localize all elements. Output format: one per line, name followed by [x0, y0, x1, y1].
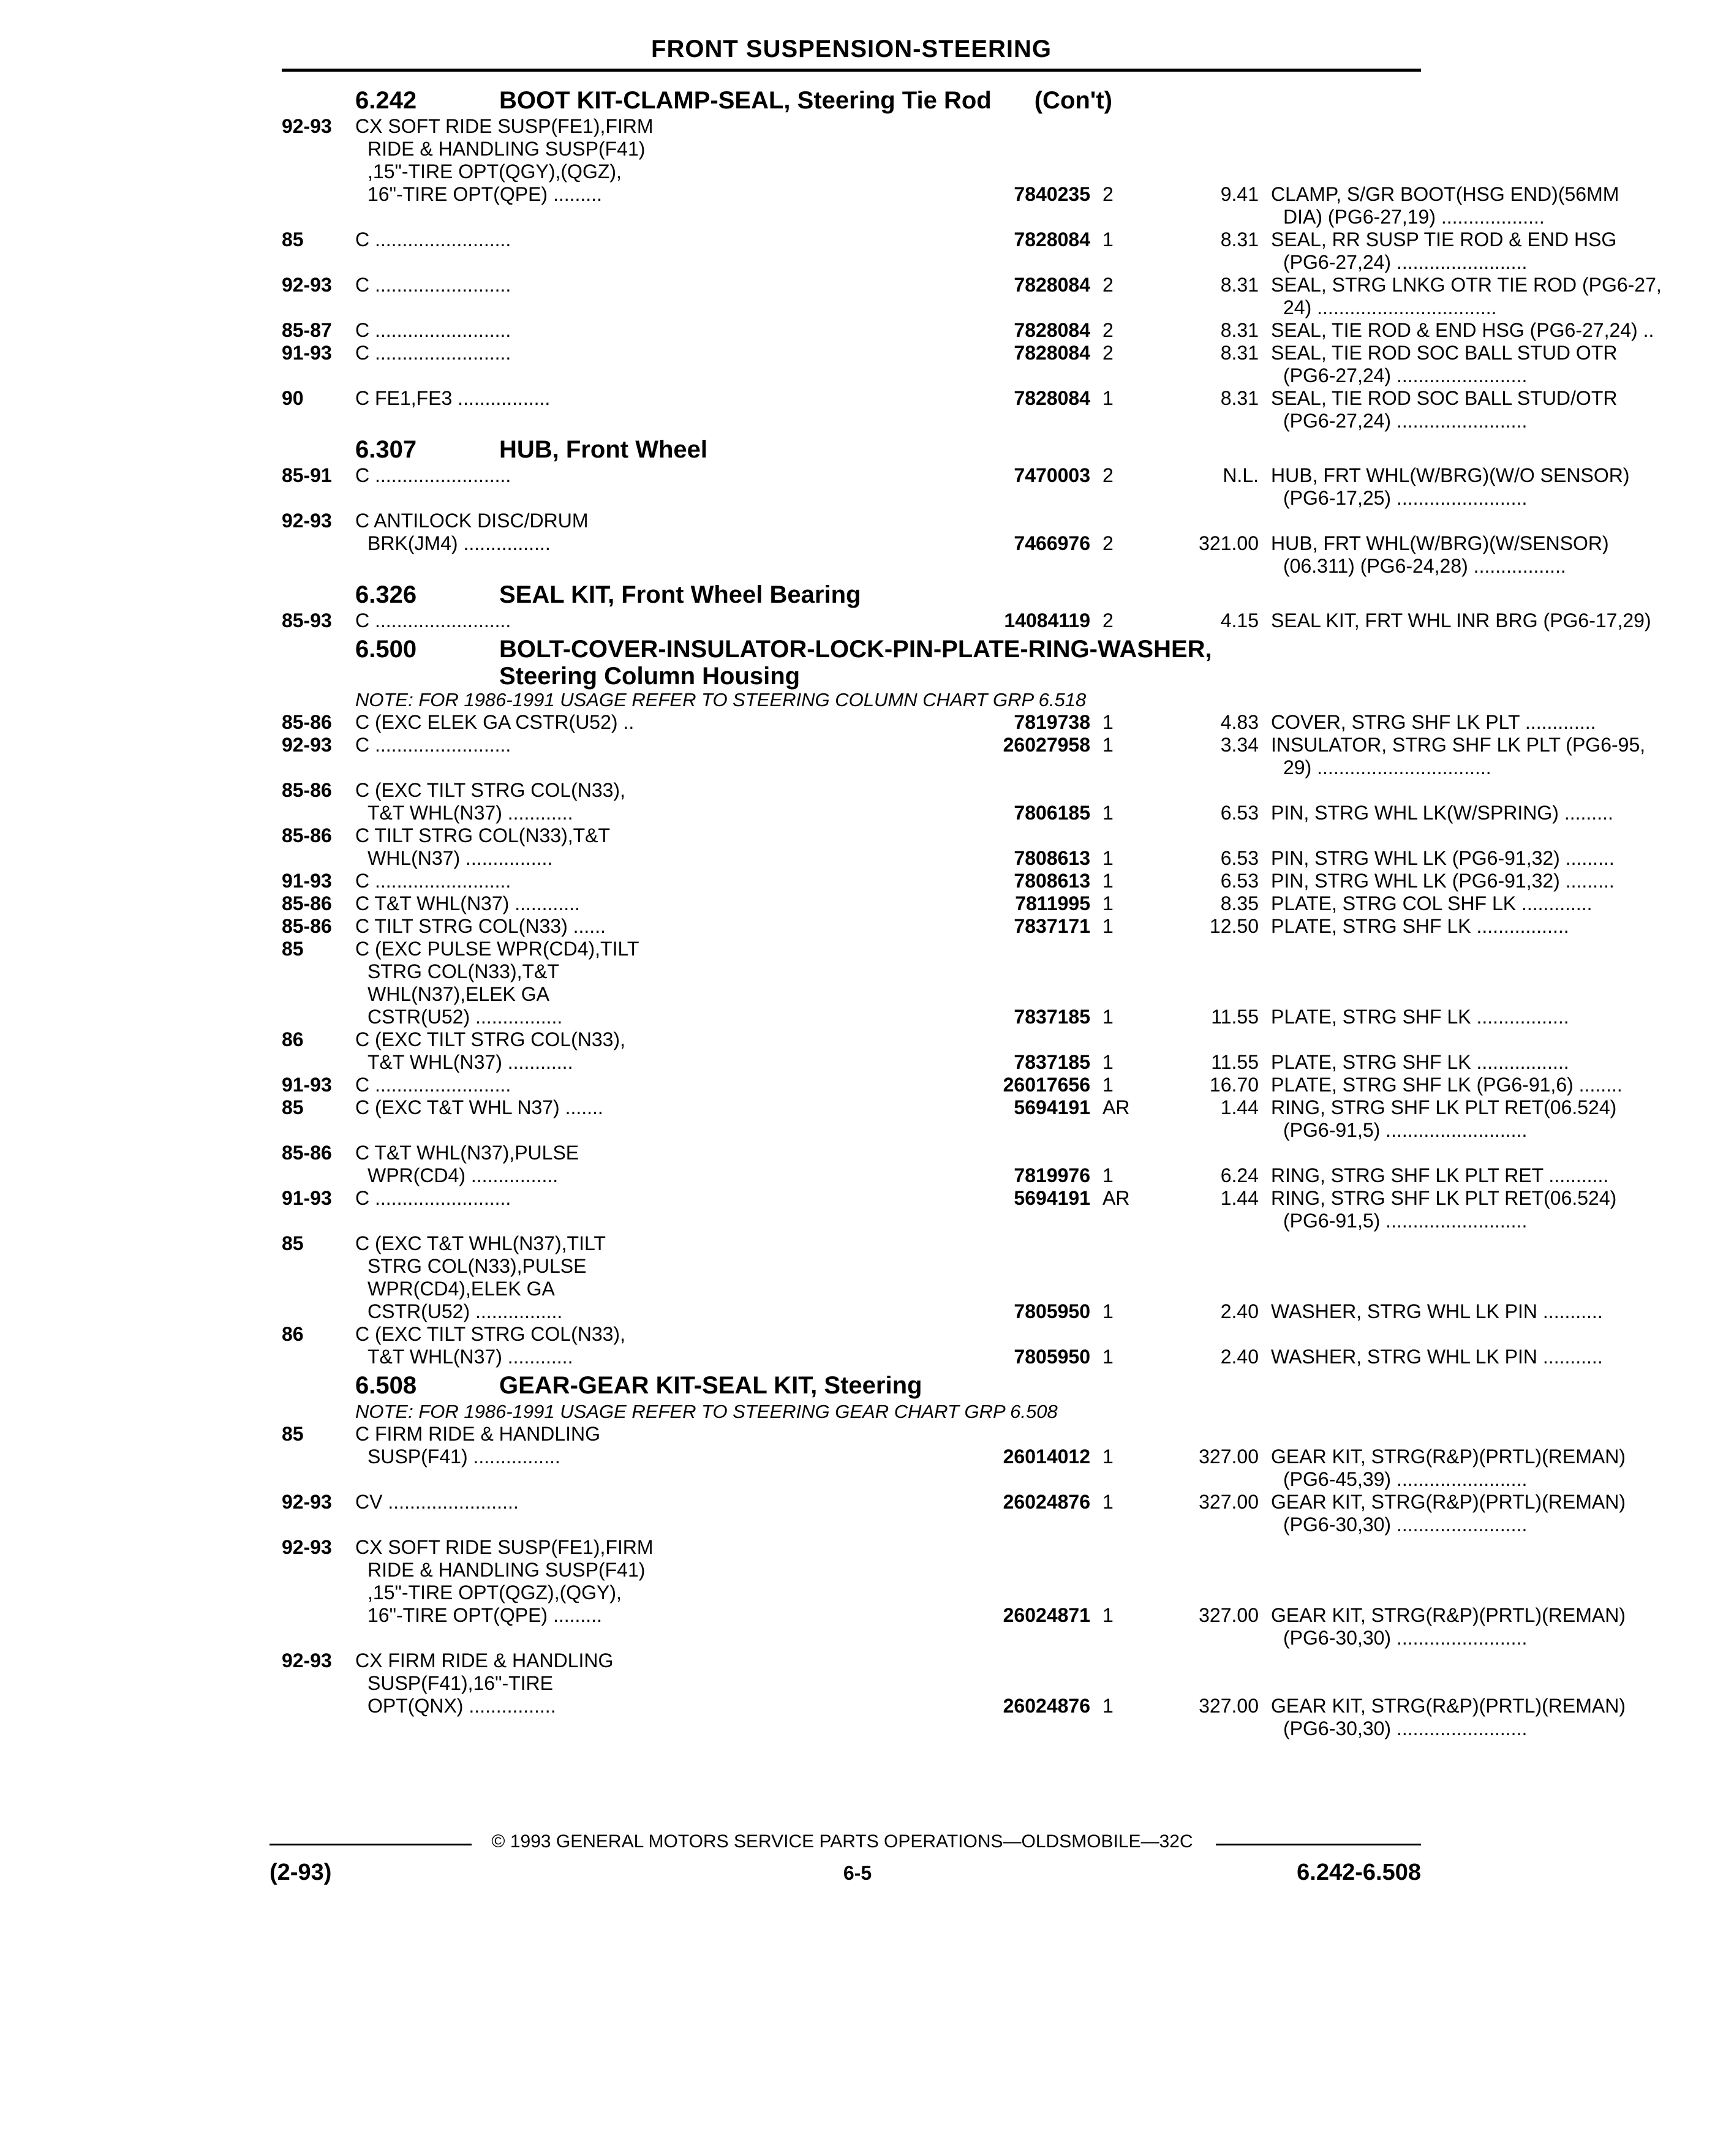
part-number: 26024876	[1003, 1695, 1090, 1717]
usage-description: C T&T WHL(N37) ............	[355, 892, 580, 914]
footer-page-number: 6-5	[843, 1862, 872, 1884]
quantity: 1	[1102, 802, 1114, 824]
footer-copyright: © 1993 GENERAL MOTORS SERVICE PARTS OPERATIONS—OLDSMOBILE—32C	[491, 1831, 1193, 1852]
part-number: 7828084	[1014, 319, 1090, 341]
model-years: 85	[282, 1096, 304, 1118]
table-row	[282, 138, 1421, 160]
usage-description: C (EXC PULSE WPR(CD4),TILT	[355, 938, 639, 960]
table-row	[282, 711, 1596, 734]
usage-description: CV ........................	[355, 1491, 519, 1513]
section-number: 6.508	[355, 1372, 417, 1399]
table-row	[282, 1323, 1421, 1346]
item-description: RING, STRG SHF LK PLT RET(06.524)	[1271, 1096, 1617, 1118]
part-number: 7811995	[1015, 892, 1090, 914]
part-number: 7828084	[1014, 228, 1090, 251]
model-years: 85	[282, 938, 304, 960]
table-row	[282, 160, 1421, 183]
quantity: 1	[1102, 1164, 1114, 1186]
quantity: 1	[1102, 1006, 1114, 1028]
price: 4.83	[1220, 711, 1259, 733]
table-row	[282, 609, 1651, 632]
item-description: (PG6-27,24) ........................	[1283, 364, 1528, 386]
table-row	[282, 824, 1421, 847]
table-row	[282, 487, 1528, 510]
usage-description: RIDE & HANDLING SUSP(F41)	[368, 138, 646, 160]
price: 1.44	[1220, 1187, 1259, 1209]
price: 8.31	[1220, 387, 1259, 409]
usage-description: 16"-TIRE OPT(QPE) .........	[368, 183, 602, 205]
item-description: 24) .................................	[1283, 296, 1497, 318]
section-title: GEAR-GEAR KIT-SEAL KIT, Steering	[499, 1372, 922, 1399]
table-row	[282, 1051, 1569, 1074]
section-number: 6.242	[355, 87, 417, 114]
usage-description: C .........................	[355, 274, 511, 296]
price: 8.31	[1220, 342, 1259, 364]
price: 9.41	[1220, 183, 1259, 205]
usage-description: T&T WHL(N37) ............	[368, 1051, 573, 1073]
usage-description: WPR(CD4),ELEK GA	[368, 1278, 555, 1300]
usage-description: C .........................	[355, 464, 511, 486]
price: 321.00	[1199, 532, 1259, 554]
table-row	[282, 532, 1609, 555]
table-row	[282, 1513, 1528, 1536]
price: 1.44	[1220, 1096, 1259, 1118]
footer-rule-left	[270, 1844, 472, 1845]
model-years: 85-86	[282, 711, 332, 733]
usage-description: C FE1,FE3 .................	[355, 387, 551, 409]
item-description: GEAR KIT, STRG(R&P)(PRTL)(REMAN)	[1271, 1695, 1626, 1717]
table-row	[282, 915, 1569, 938]
usage-description: C (EXC TILT STRG COL(N33),	[355, 1028, 625, 1050]
quantity: 1	[1102, 1695, 1114, 1717]
usage-description: C .........................	[355, 870, 511, 892]
usage-description: ,15"-TIRE OPT(QGY),(QGZ),	[368, 160, 622, 183]
table-row	[282, 983, 1421, 1006]
section-number: 6.326	[355, 581, 417, 608]
item-description: HUB, FRT WHL(W/BRG)(W/SENSOR)	[1271, 532, 1609, 554]
item-description: PIN, STRG WHL LK (PG6-91,32) .........	[1271, 847, 1615, 869]
item-description: PLATE, STRG SHF LK .................	[1271, 915, 1569, 937]
item-description: DIA) (PG6-27,19) ...................	[1283, 206, 1545, 228]
item-description: HUB, FRT WHL(W/BRG)(W/O SENSOR)	[1271, 464, 1630, 486]
item-description: RING, STRG SHF LK PLT RET(06.524)	[1271, 1187, 1617, 1209]
section-heading	[282, 1371, 1421, 1400]
model-years: 91-93	[282, 1187, 332, 1209]
model-years: 92-93	[282, 1491, 332, 1513]
table-row	[282, 1164, 1609, 1187]
quantity: 1	[1102, 892, 1114, 914]
item-description: SEAL, STRG LNKG OTR TIE ROD (PG6-27,	[1271, 274, 1662, 296]
price: 327.00	[1199, 1604, 1259, 1626]
part-number: 7806185	[1014, 802, 1090, 824]
model-years: 92-93	[282, 510, 332, 532]
item-description: (PG6-30,30) ........................	[1283, 1627, 1528, 1649]
table-row	[282, 464, 1630, 487]
model-years: 92-93	[282, 734, 332, 756]
part-number: 7837185	[1014, 1051, 1090, 1073]
usage-description: C ANTILOCK DISC/DRUM	[355, 510, 589, 532]
usage-description: WPR(CD4) ................	[368, 1164, 559, 1186]
usage-description: C (EXC TILT STRG COL(N33),	[355, 779, 625, 801]
table-row	[282, 1536, 1421, 1559]
usage-description: T&T WHL(N37) ............	[368, 1346, 573, 1368]
table-row	[282, 1649, 1421, 1672]
part-number: 5694191	[1014, 1187, 1090, 1209]
section-continued: (Con't)	[1034, 87, 1112, 114]
quantity: 2	[1102, 532, 1114, 554]
table-row	[282, 206, 1545, 228]
table-row	[282, 274, 1662, 296]
section-subtitle: Steering Column Housing	[499, 663, 801, 690]
item-description: PIN, STRG WHL LK (PG6-91,32) .........	[1271, 870, 1615, 892]
part-number: 7840235	[1014, 183, 1090, 205]
part-number: 26014012	[1003, 1446, 1090, 1468]
table-row	[282, 892, 1593, 915]
table-row	[282, 1096, 1617, 1119]
table-row	[282, 1627, 1528, 1649]
table-row	[282, 228, 1617, 251]
item-description: PLATE, STRG SHF LK .................	[1271, 1051, 1569, 1073]
item-description: (PG6-30,30) ........................	[1283, 1717, 1528, 1740]
section-title: BOOT KIT-CLAMP-SEAL, Steering Tie Rod	[499, 87, 992, 114]
usage-description: C FIRM RIDE & HANDLING	[355, 1423, 601, 1445]
quantity: AR	[1102, 1096, 1130, 1118]
table-row	[282, 1604, 1626, 1627]
quantity: 1	[1102, 915, 1114, 937]
item-description: (PG6-91,5) ..........................	[1283, 1210, 1528, 1232]
part-number: 7819976	[1014, 1164, 1090, 1186]
table-row	[282, 183, 1619, 206]
quantity: 2	[1102, 342, 1114, 364]
model-years: 85-86	[282, 915, 332, 937]
quantity: 1	[1102, 1604, 1114, 1626]
table-row	[282, 1187, 1617, 1210]
price: 327.00	[1199, 1491, 1259, 1513]
model-years: 85-91	[282, 464, 332, 486]
section-note: NOTE: FOR 1986-1991 USAGE REFER TO STEERING GEAR CHART GRP 6.508	[355, 1401, 1058, 1422]
table-row	[282, 1255, 1421, 1278]
quantity: 2	[1102, 183, 1114, 205]
item-description: WASHER, STRG WHL LK PIN ...........	[1271, 1300, 1603, 1322]
usage-description: C .........................	[355, 228, 511, 251]
model-years: 86	[282, 1323, 304, 1345]
footer-date: (2-93)	[270, 1860, 332, 1885]
page-header-title: FRONT SUSPENSION-STEERING	[651, 36, 1052, 62]
price: 8.31	[1220, 274, 1259, 296]
usage-description: WHL(N37),ELEK GA	[368, 983, 549, 1005]
usage-description: ,15"-TIRE OPT(QGZ),(QGY),	[368, 1581, 622, 1604]
usage-description: C (EXC ELEK GA CSTR(U52) ..	[355, 711, 635, 733]
table-row	[282, 1142, 1421, 1164]
item-description: COVER, STRG SHF LK PLT .............	[1271, 711, 1596, 733]
table-row	[282, 1278, 1421, 1300]
footer-section-range: 6.242-6.508	[1297, 1860, 1421, 1885]
price: 12.50	[1209, 915, 1259, 937]
model-years: 85	[282, 1423, 304, 1445]
usage-description: C T&T WHL(N37),PULSE	[355, 1142, 579, 1164]
table-row	[282, 555, 1566, 578]
model-years: 85	[282, 228, 304, 251]
table-row	[282, 734, 1646, 756]
quantity: 1	[1102, 1300, 1114, 1322]
item-description: PLATE, STRG SHF LK .................	[1271, 1006, 1569, 1028]
price: N.L.	[1223, 464, 1259, 486]
price: 6.53	[1220, 802, 1259, 824]
table-row	[282, 342, 1618, 364]
model-years: 85-86	[282, 779, 332, 801]
model-years: 85-86	[282, 892, 332, 914]
table-row	[282, 960, 1421, 983]
quantity: 1	[1102, 870, 1114, 892]
item-description: INSULATOR, STRG SHF LK PLT (PG6-95,	[1271, 734, 1646, 756]
item-description: GEAR KIT, STRG(R&P)(PRTL)(REMAN)	[1271, 1491, 1626, 1513]
table-row	[282, 1300, 1603, 1323]
section-note: NOTE: FOR 1986-1991 USAGE REFER TO STEERING COLUMN CHART GRP 6.518	[355, 689, 1087, 710]
table-row	[282, 779, 1421, 802]
table-row	[282, 1468, 1528, 1491]
table-row	[282, 1119, 1528, 1142]
quantity: 1	[1102, 1051, 1114, 1073]
part-number: 7828084	[1014, 274, 1090, 296]
section-title: BOLT-COVER-INSULATOR-LOCK-PIN-PLATE-RING-WASHER,	[499, 636, 1212, 663]
price: 8.35	[1220, 892, 1259, 914]
part-number: 5694191	[1014, 1096, 1090, 1118]
part-number: 7466976	[1014, 532, 1090, 554]
item-description: WASHER, STRG WHL LK PIN ...........	[1271, 1346, 1603, 1368]
table-row	[282, 802, 1613, 824]
model-years: 92-93	[282, 1649, 332, 1672]
model-years: 85	[282, 1232, 304, 1254]
table-row	[282, 1581, 1421, 1604]
usage-description: WHL(N37) ................	[368, 847, 553, 869]
usage-description: CSTR(U52) ................	[368, 1300, 563, 1322]
model-years: 85-86	[282, 824, 332, 846]
usage-description: CX SOFT RIDE SUSP(FE1),FIRM	[355, 115, 654, 137]
table-row	[282, 938, 1421, 960]
section-number: 6.307	[355, 436, 417, 463]
table-row	[282, 1423, 1421, 1446]
model-years: 91-93	[282, 870, 332, 892]
section-title: SEAL KIT, Front Wheel Bearing	[499, 581, 861, 608]
table-row	[282, 1028, 1421, 1051]
price: 2.40	[1220, 1300, 1259, 1322]
part-number: 26024871	[1003, 1604, 1090, 1626]
usage-description: C .........................	[355, 1187, 511, 1209]
table-row	[282, 387, 1618, 410]
table-row	[282, 510, 1421, 532]
table-row	[282, 756, 1491, 779]
usage-description: C .........................	[355, 1074, 511, 1096]
price: 327.00	[1199, 1695, 1259, 1717]
usage-description: C .........................	[355, 319, 511, 341]
item-description: (PG6-30,30) ........................	[1283, 1513, 1528, 1536]
item-description: (PG6-17,25) ........................	[1283, 487, 1528, 509]
usage-description: BRK(JM4) ................	[368, 532, 551, 554]
quantity: 1	[1102, 1346, 1114, 1368]
item-description: SEAL, RR SUSP TIE ROD & END HSG	[1271, 228, 1617, 251]
quantity: 1	[1102, 711, 1114, 733]
quantity: 2	[1102, 319, 1114, 341]
quantity: 2	[1102, 464, 1114, 486]
usage-description: CSTR(U52) ................	[368, 1006, 563, 1028]
price: 11.55	[1211, 1006, 1259, 1028]
part-number: 7837185	[1014, 1006, 1090, 1028]
quantity: 1	[1102, 387, 1114, 409]
section-title: HUB, Front Wheel	[499, 436, 707, 463]
table-row	[282, 364, 1528, 387]
table-row	[282, 1074, 1623, 1096]
usage-description: STRG COL(N33),PULSE	[368, 1255, 587, 1277]
item-description: 29) ................................	[1283, 756, 1491, 778]
table-row	[282, 1695, 1626, 1717]
table-row	[282, 847, 1615, 870]
price: 6.53	[1220, 847, 1259, 869]
item-description: SEAL, TIE ROD SOC BALL STUD OTR	[1271, 342, 1618, 364]
part-number: 26027958	[1003, 734, 1090, 756]
quantity: 1	[1102, 734, 1114, 756]
price: 6.24	[1220, 1164, 1259, 1186]
model-years: 91-93	[282, 342, 332, 364]
usage-description: CX SOFT RIDE SUSP(FE1),FIRM	[355, 1536, 654, 1558]
price: 2.40	[1220, 1346, 1259, 1368]
part-number: 7828084	[1014, 342, 1090, 364]
usage-description: C (EXC T&T WHL(N37),TILT	[355, 1232, 606, 1254]
quantity: 1	[1102, 1446, 1114, 1468]
footer-rule-right	[1216, 1844, 1421, 1845]
usage-description: C TILT STRG COL(N33),T&T	[355, 824, 611, 846]
usage-description: C TILT STRG COL(N33) ......	[355, 915, 606, 937]
price: 6.53	[1220, 870, 1259, 892]
item-description: CLAMP, S/GR BOOT(HSG END)(56MM	[1271, 183, 1619, 205]
table-row	[282, 115, 1421, 138]
part-number: 14084119	[1004, 609, 1090, 631]
part-number: 7819738	[1014, 711, 1090, 733]
usage-description: C .........................	[355, 609, 511, 631]
price: 16.70	[1209, 1074, 1259, 1096]
part-number: 7837171	[1014, 915, 1090, 937]
item-description: PIN, STRG WHL LK(W/SPRING) .........	[1271, 802, 1613, 824]
usage-description: CX FIRM RIDE & HANDLING	[355, 1649, 614, 1672]
price: 327.00	[1199, 1446, 1259, 1468]
model-years: 91-93	[282, 1074, 332, 1096]
model-years: 90	[282, 387, 304, 409]
section-number: 6.500	[355, 636, 417, 663]
table-row	[282, 1210, 1528, 1232]
table-row	[282, 1559, 1421, 1581]
usage-description: SUSP(F41),16"-TIRE	[368, 1672, 553, 1694]
section-heading	[282, 86, 1421, 115]
table-row	[282, 410, 1528, 432]
table-row	[282, 1672, 1421, 1695]
quantity: 2	[1102, 274, 1114, 296]
model-years: 85-93	[282, 609, 332, 631]
table-row	[282, 296, 1497, 319]
price: 3.34	[1220, 734, 1259, 756]
part-number: 7805950	[1014, 1300, 1090, 1322]
quantity: 1	[1102, 1491, 1114, 1513]
table-row	[282, 870, 1615, 892]
part-number: 7805950	[1014, 1346, 1090, 1368]
model-years: 85-87	[282, 319, 332, 341]
usage-description: C .........................	[355, 734, 511, 756]
usage-description: STRG COL(N33),T&T	[368, 960, 559, 982]
quantity: 2	[1102, 609, 1114, 631]
parts-list	[282, 86, 1662, 1740]
price: 8.31	[1220, 319, 1259, 341]
part-number: 7808613	[1014, 847, 1090, 869]
usage-description: C (EXC TILT STRG COL(N33),	[355, 1323, 625, 1345]
usage-description: 16"-TIRE OPT(QPE) .........	[368, 1604, 602, 1626]
model-years: 85-86	[282, 1142, 332, 1164]
item-description: (PG6-27,24) ........................	[1283, 410, 1528, 432]
item-description: (06.311) (PG6-24,28) .................	[1283, 555, 1566, 577]
model-years: 92-93	[282, 1536, 332, 1558]
table-row	[282, 1717, 1528, 1740]
model-years: 92-93	[282, 274, 332, 296]
item-description: SEAL KIT, FRT WHL INR BRG (PG6-17,29)	[1271, 609, 1651, 631]
quantity: 1	[1102, 1074, 1114, 1096]
table-row	[282, 1006, 1569, 1028]
table-row	[282, 1232, 1421, 1255]
table-row	[282, 1491, 1626, 1513]
usage-description: RIDE & HANDLING SUSP(F41)	[368, 1559, 646, 1581]
price: 4.15	[1220, 609, 1259, 631]
item-description: GEAR KIT, STRG(R&P)(PRTL)(REMAN)	[1271, 1446, 1626, 1468]
part-number: 26017656	[1003, 1074, 1090, 1096]
item-description: RING, STRG SHF LK PLT RET ...........	[1271, 1164, 1609, 1186]
usage-description: C (EXC T&T WHL N37) .......	[355, 1096, 603, 1118]
item-description: (PG6-45,39) ........................	[1283, 1468, 1528, 1490]
quantity: AR	[1102, 1187, 1130, 1209]
model-years: 92-93	[282, 115, 332, 137]
header-rule	[282, 69, 1421, 72]
part-number: 7828084	[1014, 387, 1090, 409]
table-row	[282, 1446, 1626, 1468]
section-heading	[282, 635, 1421, 664]
model-years: 86	[282, 1028, 304, 1050]
item-description: PLATE, STRG COL SHF LK .............	[1271, 892, 1593, 914]
usage-description: T&T WHL(N37) ............	[368, 802, 573, 824]
item-description: (PG6-91,5) ..........................	[1283, 1119, 1528, 1141]
usage-description: SUSP(F41) ................	[368, 1446, 560, 1468]
item-description: SEAL, TIE ROD SOC BALL STUD/OTR	[1271, 387, 1618, 409]
quantity: 1	[1102, 228, 1114, 251]
part-number: 7808613	[1014, 870, 1090, 892]
part-number: 26024876	[1003, 1491, 1090, 1513]
section-heading	[282, 580, 1421, 609]
item-description: PLATE, STRG SHF LK (PG6-91,6) ........	[1271, 1074, 1623, 1096]
table-row	[282, 251, 1528, 274]
table-row	[282, 1346, 1603, 1368]
table-row	[282, 319, 1654, 342]
usage-description: C .........................	[355, 342, 511, 364]
section-heading	[282, 435, 1421, 464]
item-description: (PG6-27,24) ........................	[1283, 251, 1528, 273]
quantity: 1	[1102, 847, 1114, 869]
item-description: GEAR KIT, STRG(R&P)(PRTL)(REMAN)	[1271, 1604, 1626, 1626]
part-number: 7470003	[1014, 464, 1090, 486]
usage-description: OPT(QNX) ................	[368, 1695, 556, 1717]
price: 8.31	[1220, 228, 1259, 251]
price: 11.55	[1211, 1051, 1259, 1073]
item-description: SEAL, TIE ROD & END HSG (PG6-27,24) ..	[1271, 319, 1654, 341]
